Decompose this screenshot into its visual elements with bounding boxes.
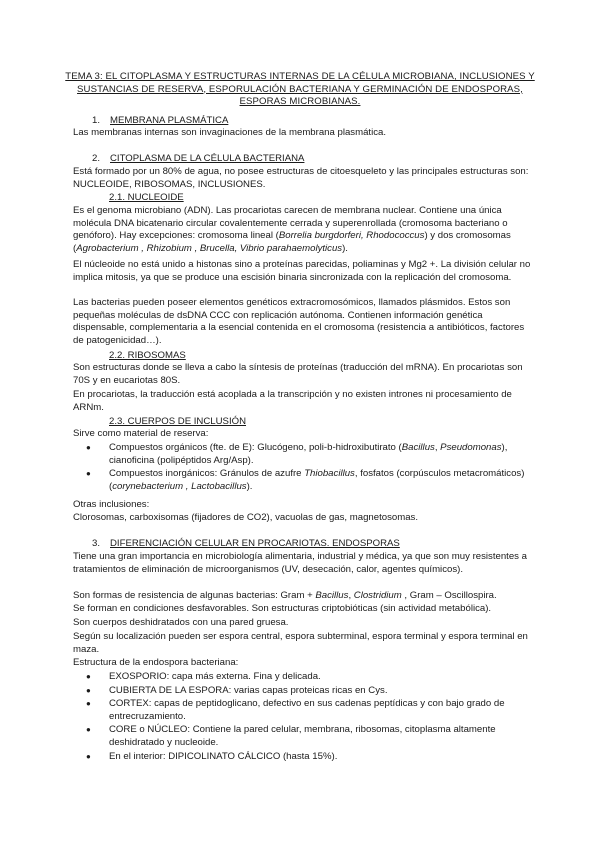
section-2-heading (92, 153, 304, 166)
section-2-intro: Está formado por un 80% de agua, no posee estructuras de citoesqueleto y las principales estructuras son: NUCLEOIDE, RIBOSOMAS, INCLUSIONES. (73, 166, 529, 190)
other-inclusions-text: Clorosomas, carboxisomas (fijadores de CO2), vacuolas de gas, magnetosomas. (73, 512, 418, 523)
bullet-icon: ● (86, 672, 91, 681)
endospora-paragraph-4: Son cuerpos deshidratados con una pared gruesa. (73, 617, 289, 628)
list-item: ● Compuestos inorgánicos: Gránulos de azufre Thiobacillus, fosfatos (corpúsculos metacromáticos) (corynebacterium , Lactobacillus). (86, 468, 525, 492)
endospora-structure-list (86, 671, 536, 763)
document-title: TEMA 3: EL CITOPLASMA Y ESTRUCTURAS INTERNAS DE LA CÉLULA MICROBIANA, INCLUSIONES Y SUSTANCIAS DE RESERVA, ESPORULACIÓN BACTERIANA Y GERMINACIÓN DE ENDOSPORAS, ESPORAS MICROBIANAS. (65, 71, 535, 108)
section-number: 2. (92, 153, 101, 164)
bullet-icon: ● (86, 685, 91, 695)
section-1-text: Las membranas internas son invaginaciones de la membrana plasmática. (73, 127, 387, 138)
subsection-inclusion-heading: 2.3. CUERPOS DE INCLUSIÓN (109, 416, 247, 427)
section-title: CITOPLASMA DE LA CÉLULA BACTERIANA (110, 153, 305, 164)
list-item: ● CUBIERTA DE LA ESPORA: varias capas proteicas ricas en Cys. (86, 684, 388, 696)
section-number: 1. (92, 115, 101, 126)
nucleoide-paragraph-3: Las bacterias pueden poseer elementos genéticos extracromosómicos, llamados plásmidos. Estos son pequeñas moléculas de dsDNA CCC con replicación autónoma. Contienen información genética dispensable, complementaria a la esencial contenida en el cromosoma (resistencia a antibióticos, factores de patogenicidad…). (73, 297, 525, 346)
subsection-ribosomas-heading: 2.2. RIBOSOMAS (109, 350, 186, 361)
endospora-paragraph-1: Tiene una gran importancia en microbiología alimentaria, industrial y médica, ya que son muy resistentes a tratamientos de eliminación de microorganismos (UV, desecación, calor, agentes químicos). (73, 551, 527, 575)
list-item: ● Compuestos orgánicos (fte. de E): Glucógeno, poli-b-hidroxibutirato (Bacillus, Pseudomonas), cianoficina (polipéptidos Arg/Asp). (86, 442, 508, 466)
section-1-heading (92, 115, 228, 128)
nucleoide-paragraph-2: El núcleoide no está unido a histonas sino a proteínas parecidas, poliaminas y Mg2 +. La división celular no implica mitosis, ya que se produce una escisión binaria sincronizada con la replicación del cromosoma. (73, 259, 531, 283)
other-inclusions-label: Otras inclusiones: (73, 499, 150, 510)
inclusion-intro: Sirve como material de reserva: (73, 428, 209, 439)
bullet-icon: ● (86, 443, 91, 452)
ribosomas-paragraph-1: Son estructuras donde se lleva a cabo la síntesis de proteínas (traducción del mRNA). En procariotas son 70S y en eucariotas 80S. (73, 362, 523, 386)
section-3-heading (92, 538, 400, 551)
section-title: DIFERENCIACIÓN CELULAR EN PROCARIOTAS. ENDOSPORAS (110, 538, 400, 549)
nucleoide-paragraph-1: Es el genoma microbiano (ADN). Las procariotas carecen de membrana nuclear. Contiene una única molécula DNA bicatenario circular covalentemente cerrada y superenrollada (cromosoma bacteriano o genóforo). Hay excepciones: cromosoma lineal (Borrelia burgdorferi, Rhodococcus) y dos cromosomas (Agrobacterium , Rhizobium , Brucella, Vibrio parahaemolyticus). (73, 205, 511, 254)
subsection-nucleoide-heading: 2.1. NUCLEOIDE (109, 192, 184, 203)
bullet-icon: ● (86, 469, 91, 479)
list-item: ● EXOSPORIO: capa más externa. Fina y delicada. (86, 671, 321, 682)
list-item: ● CORTEX: capas de peptidoglicano, defectivo en sus cadenas peptídicas y con bajo grado de entrecruzamiento. (86, 698, 505, 722)
ribosomas-paragraph-2: En procariotas, la traducción está acoplada a la transcripción y no existen intrones ni procesamiento de ARNm. (73, 389, 512, 413)
bullet-icon: ● (86, 751, 91, 761)
list-item: ● CORE o NÚCLEO: Contiene la pared celular, membrana, ribosomas, citoplasma altamente deshidratado y nucleoide. (86, 724, 496, 748)
endospora-paragraph-3: Se forman en condiciones desfavorables. Son estructuras criptobióticas (sin actividad metabólica). (73, 603, 492, 614)
bullet-icon: ● (86, 725, 91, 735)
section-title: MEMBRANA PLASMÁTICA (110, 115, 229, 126)
endospora-paragraph-2: Son formas de resistencia de algunas bacterias: Gram + Bacillus, Clostridium , Gram – Oscillospira. (73, 590, 497, 601)
section-number: 3. (92, 538, 101, 549)
inclusion-list (86, 442, 536, 493)
endospora-paragraph-6: Estructura de la endospora bacteriana: (73, 657, 239, 668)
list-item: ● En el interior: DIPICOLINATO CÁLCICO (hasta 15%). (86, 750, 338, 762)
endospora-paragraph-5: Según su localización pueden ser espora central, espora subterminal, espora terminal y espora terminal en maza. (73, 631, 528, 655)
bullet-icon: ● (86, 699, 91, 709)
